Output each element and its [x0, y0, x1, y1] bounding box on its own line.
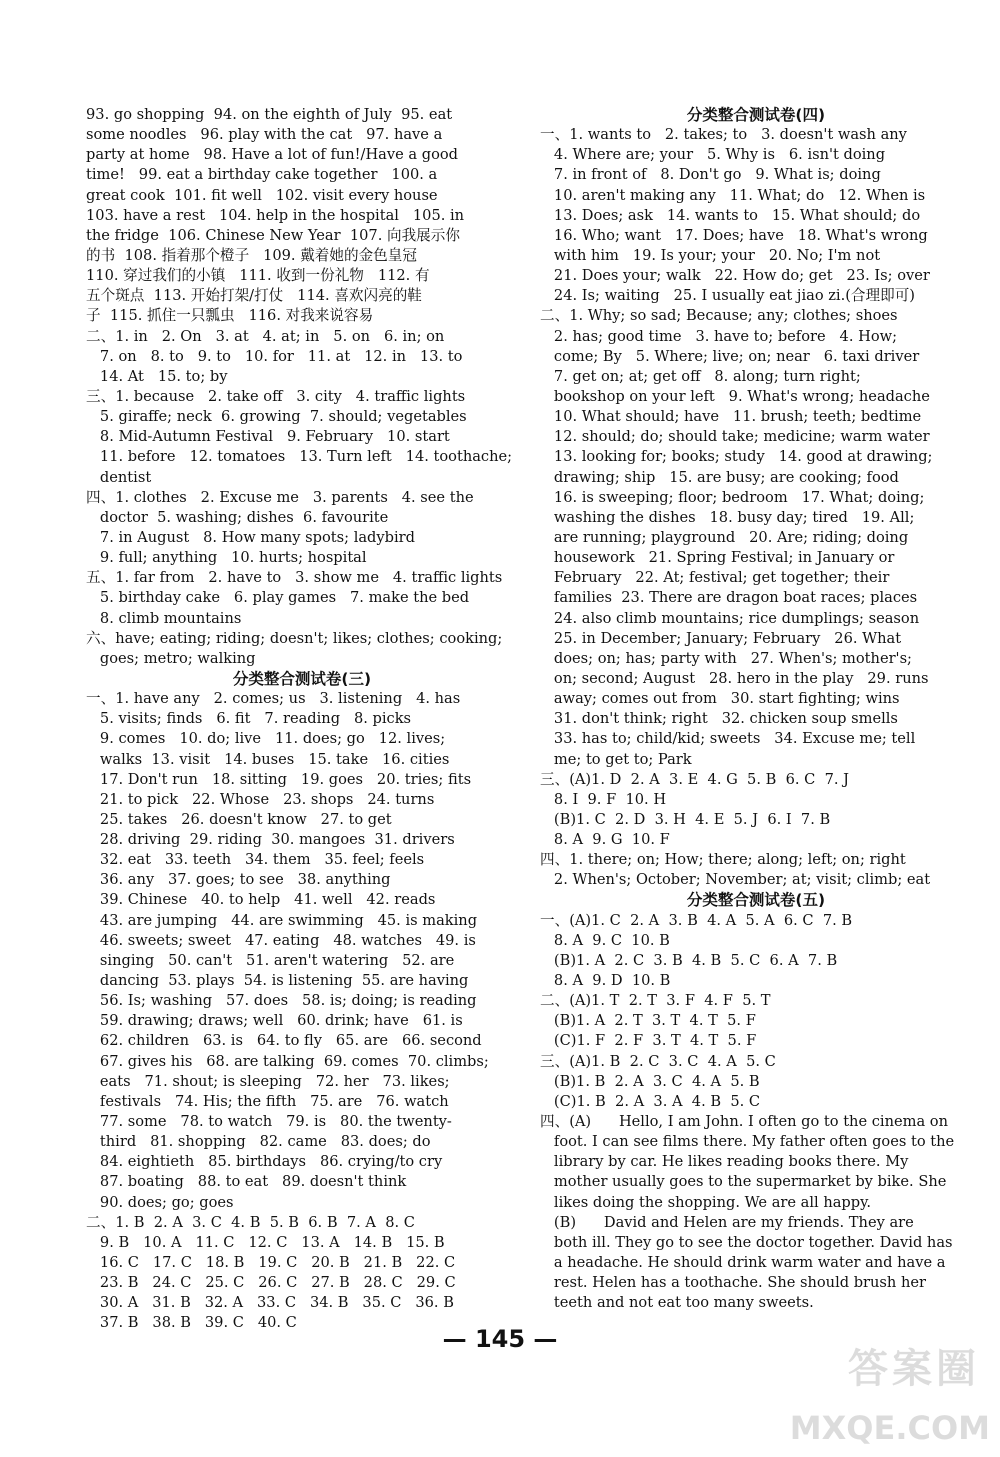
- watermark-url: MXQE.COM: [789, 1409, 990, 1447]
- answer-line: the fridge 106. Chinese New Year 107. 向我展示你: [86, 226, 460, 244]
- answer-line: 16. C 17. C 18. B 19. C 20. B 21. B 22. C: [86, 1254, 456, 1272]
- answer-line: 8. climb mountains: [86, 609, 242, 627]
- section-heading: 分类整合测试卷(四): [686, 106, 826, 124]
- answer-line: a headache. He should drink warm water and have a: [540, 1254, 946, 1272]
- answer-line: time! 99. eat a birthday cake together 100. a: [86, 166, 438, 184]
- answer-line: 13. looking for; books; study 14. good at drawing;: [540, 448, 933, 466]
- answer-line: third 81. shopping 82. came 83. does; do: [86, 1133, 431, 1151]
- answer-line: 36. any 37. goes; to see 38. anything: [86, 871, 391, 889]
- answer-line: dentist: [86, 468, 152, 486]
- watermark-logo: 答案圈: [848, 1346, 980, 1392]
- answer-line: 32. eat 33. teeth 34. them 35. feel; feels: [86, 851, 425, 869]
- answer-line: are running; playground 20. Are; riding; doing: [540, 528, 909, 546]
- answer-line: 16. is sweeping; floor; bedroom 17. What; doing;: [540, 488, 925, 506]
- answer-line: 2. has; good time 3. have to; before 4. How;: [540, 327, 898, 345]
- answer-line: teeth and not eat too many sweets.: [540, 1294, 814, 1312]
- answer-line: 87. boating 88. to eat 89. doesn't think: [86, 1173, 407, 1191]
- section-heading: 分类整合测试卷(五): [686, 891, 826, 910]
- answer-line: 30. A 31. B 32. A 33. C 34. B 35. C 36. B: [86, 1294, 454, 1312]
- answer-line: washing the dishes 18. busy day; tired 19. All;: [540, 508, 915, 526]
- answer-line: festivals 74. His; the fifth 75. are 76. watch: [86, 1092, 449, 1110]
- answer-line: 67. gives his 68. are talking 69. comes 70. climbs;: [86, 1052, 489, 1070]
- answer-line: dancing 53. plays 54. is listening 55. are having: [86, 972, 469, 990]
- answer-line: goes; metro; walking: [86, 649, 256, 667]
- answer-line: 14. At 15. to; by: [86, 367, 228, 385]
- answer-line: 93. go shopping 94. on the eighth of July 95. eat: [86, 106, 453, 123]
- answer-line: with him 19. Is your; your 20. No; I'm not: [540, 246, 881, 264]
- answer-line: (B) David and Helen are my friends. They are: [540, 1213, 914, 1231]
- answer-line: 二、(A)1. T 2. T 3. F 4. F 5. T: [540, 992, 771, 1010]
- answer-line: singing 50. can't 51. aren't watering 52. are: [86, 951, 455, 969]
- answer-line: 二、1. in 2. On 3. at 4. at; in 5. on 6. in; on: [86, 327, 445, 345]
- answer-line: 59. drawing; draws; well 60. drink; have 61. is: [86, 1012, 463, 1030]
- answer-line: 9. B 10. A 11. C 12. C 13. A 14. B 15. B: [86, 1233, 445, 1251]
- answer-line: away; comes out from 30. start fighting; wins: [540, 690, 900, 708]
- answer-line: 8. A 9. C 10. B: [540, 931, 670, 949]
- answer-line: 8. A 9. G 10. F: [540, 831, 670, 849]
- answer-line: come; By 5. Where; live; on; near 6. taxi driver: [540, 347, 920, 365]
- answer-line: 5. visits; finds 6. fit 7. reading 8. picks: [86, 710, 412, 728]
- answer-line: housework 21. Spring Festival; in January or: [540, 549, 895, 567]
- answer-line: 五个斑点 113. 开始打架/打仗 114. 喜欢闪亮的鞋: [86, 287, 422, 305]
- answer-line: 43. are jumping 44. are swimming 45. is making: [86, 911, 478, 929]
- right-column: [540, 105, 972, 1313]
- answer-line: 77. some 78. to watch 79. is 80. the twenty-: [86, 1113, 452, 1131]
- answer-line: 一、(A)1. C 2. A 3. B 4. A 5. A 6. C 7. B: [540, 911, 853, 929]
- answer-line: 五、1. far from 2. have to 3. show me 4. traffic lights: [86, 569, 503, 587]
- answer-line: (B)1. A 2. C 3. B 4. B 5. C 6. A 7. B: [540, 951, 838, 969]
- answer-line: party at home 98. Have a lot of fun!/Have a good: [86, 146, 458, 164]
- answer-line: does; on; has; party with 27. When's; mother's;: [540, 649, 912, 667]
- answer-line: 110. 穿过我们的小镇 111. 收到一份礼物 112. 有: [86, 267, 430, 285]
- answer-line: foot. I can see films there. My father often goes to the: [540, 1133, 955, 1151]
- answer-line: 90. does; go; goes: [86, 1193, 234, 1211]
- answer-line: 9. comes 10. do; live 11. does; go 12. lives;: [86, 730, 446, 748]
- answer-line: families 23. There are dragon boat races; places: [540, 589, 918, 607]
- answer-line: 28. driving 29. riding 30. mangoes 31. drivers: [86, 831, 455, 849]
- page-number: — 145 —: [442, 1325, 558, 1353]
- answer-line: 7. on 8. to 9. to 10. for 11. at 12. in 13. to: [86, 347, 463, 365]
- answer-line: likes doing the shopping. We are all happy.: [540, 1193, 872, 1211]
- answer-line: 7. in front of 8. Don't go 9. What is; doing: [540, 166, 881, 184]
- answer-line: 25. takes 26. doesn't know 27. to get: [86, 810, 392, 828]
- answer-line: 11. before 12. tomatoes 13. Turn left 14. toothache;: [86, 448, 513, 466]
- answer-line: me; to get to; Park: [540, 750, 692, 768]
- answer-line: 4. Where are; your 5. Why is 6. isn't doing: [540, 146, 886, 164]
- answer-line: (B)1. C 2. D 3. H 4. E 5. J 6. I 7. B: [540, 810, 831, 828]
- answer-line: 13. Does; ask 14. wants to 15. What should; do: [540, 206, 921, 224]
- answer-line: rest. Helen has a toothache. She should brush her: [540, 1274, 926, 1292]
- answer-line: 7. get on; at; get off 8. along; turn right;: [540, 367, 861, 385]
- answer-line: some noodles 96. play with the cat 97. have a: [86, 126, 443, 144]
- answer-line: 33. has to; child/kid; sweets 34. Excuse me; tell: [540, 730, 916, 748]
- section-heading: 分类整合测试卷(三): [232, 669, 372, 688]
- answer-line: 8. A 9. D 10. B: [540, 972, 671, 990]
- answer-line: both ill. They go to see the doctor together. David has: [540, 1233, 953, 1251]
- answer-line: 62. children 63. is 64. to fly 65. are 66. second: [86, 1032, 482, 1050]
- answer-line: 46. sweets; sweet 47. eating 48. watches 49. is: [86, 931, 476, 949]
- answer-line: 10. What should; have 11. brush; teeth; bedtime: [540, 408, 922, 426]
- answer-line: 7. in August 8. How many spots; ladybird: [86, 528, 415, 546]
- answer-line: 三、(A)1. B 2. C 3. C 4. A 5. C: [540, 1052, 776, 1070]
- answer-line: 84. eightieth 85. birthdays 86. crying/to cry: [86, 1153, 443, 1171]
- answer-line: 四、1. there; on; How; there; along; left; on; right: [540, 851, 906, 869]
- answer-line: 一、1. have any 2. comes; us 3. listening 4. has: [86, 690, 461, 708]
- answer-line: 5. giraffe; neck 6. growing 7. should; vegetables: [86, 408, 467, 426]
- answer-line: 二、1. B 2. A 3. C 4. B 5. B 6. B 7. A 8. C: [86, 1213, 415, 1231]
- answer-line: 25. in December; January; February 26. What: [540, 629, 902, 647]
- answer-line: 23. B 24. C 25. C 26. C 27. B 28. C 29. C: [86, 1274, 456, 1292]
- answer-line: (B)1. A 2. T 3. T 4. T 5. F: [540, 1012, 756, 1030]
- answer-line: bookshop on your left 9. What's wrong; headache: [540, 387, 930, 405]
- answer-line: 子 115. 抓住一只瓢虫 116. 对我来说容易: [86, 307, 374, 325]
- answer-line: 一、1. wants to 2. takes; to 3. doesn't wash any: [540, 126, 907, 144]
- answer-line: 24. Is; waiting 25. I usually eat jiao zi.(合理即可): [540, 287, 915, 305]
- answer-line: 56. Is; washing 57. does 58. is; doing; is reading: [86, 992, 477, 1010]
- answer-line: 六、have; eating; riding; doesn't; likes; clothes; cooking;: [86, 629, 503, 647]
- answer-line: 103. have a rest 104. help in the hospital 105. in: [86, 206, 465, 224]
- answer-line: 12. should; do; should take; medicine; warm water: [540, 428, 930, 446]
- answer-line: library by car. He likes reading books there. My: [540, 1153, 909, 1171]
- answer-line: 16. Who; want 17. Does; have 18. What's wrong: [540, 226, 928, 244]
- left-column: [86, 105, 518, 1334]
- answer-line: 2. When's; October; November; at; visit; climb; eat: [540, 871, 931, 889]
- answer-line: (C)1. B 2. A 3. A 4. B 5. C: [540, 1092, 761, 1110]
- answer-line: 39. Chinese 40. to help 41. well 42. reads: [86, 891, 436, 909]
- watermark: [790, 1337, 990, 1447]
- answer-line: great cook 101. fit well 102. visit every house: [86, 186, 438, 204]
- answer-line: 8. I 9. F 10. H: [540, 790, 667, 808]
- answer-line: doctor 5. washing; dishes 6. favourite: [86, 508, 389, 526]
- answer-line: 的书 108. 指着那个橙子 109. 戴着她的金色皇冠: [86, 246, 417, 264]
- answer-line: 9. full; anything 10. hurts; hospital: [86, 549, 367, 567]
- answer-line: 24. also climb mountains; rice dumplings; season: [540, 609, 920, 627]
- answer-line: 5. birthday cake 6. play games 7. make the bed: [86, 589, 470, 607]
- answer-line: 17. Don't run 18. sitting 19. goes 20. tries; fits: [86, 770, 472, 788]
- answer-line: 31. don't think; right 32. chicken soup smells: [540, 710, 898, 728]
- answer-line: 二、1. Why; so sad; Because; any; clothes; shoes: [540, 307, 898, 325]
- answer-line: 四、1. clothes 2. Excuse me 3. parents 4. see the: [86, 488, 474, 506]
- answer-line: 10. aren't making any 11. What; do 12. When is: [540, 186, 926, 204]
- answer-line: on; second; August 28. hero in the play 29. runs: [540, 669, 929, 687]
- answer-line: (B)1. B 2. A 3. C 4. A 5. B: [540, 1072, 760, 1090]
- answer-line: February 22. At; festival; get together; their: [540, 569, 890, 587]
- answer-line: mother usually goes to the supermarket by bike. She: [540, 1173, 947, 1191]
- answer-line: 三、(A)1. D 2. A 3. E 4. G 5. B 6. C 7. J: [540, 770, 850, 788]
- answer-line: drawing; ship 15. are busy; are cooking; food: [540, 468, 899, 486]
- answer-line: (C)1. F 2. F 3. T 4. T 5. F: [540, 1032, 757, 1050]
- answer-line: eats 71. shout; is sleeping 72. her 73. likes;: [86, 1072, 450, 1090]
- answer-line: 四、(A) Hello, I am John. I often go to the cinema on: [540, 1113, 948, 1131]
- answer-line: walks 13. visit 14. buses 15. take 16. cities: [86, 750, 450, 768]
- answer-line: 8. Mid-Autumn Festival 9. February 10. start: [86, 428, 450, 446]
- answer-line: 三、1. because 2. take off 3. city 4. traffic lights: [86, 387, 466, 405]
- answer-line: 21. to pick 22. Whose 23. shops 24. turns: [86, 790, 435, 808]
- answer-line: 21. Does your; walk 22. How do; get 23. Is; over: [540, 267, 930, 285]
- answer-line: 37. B 38. B 39. C 40. C: [86, 1314, 297, 1332]
